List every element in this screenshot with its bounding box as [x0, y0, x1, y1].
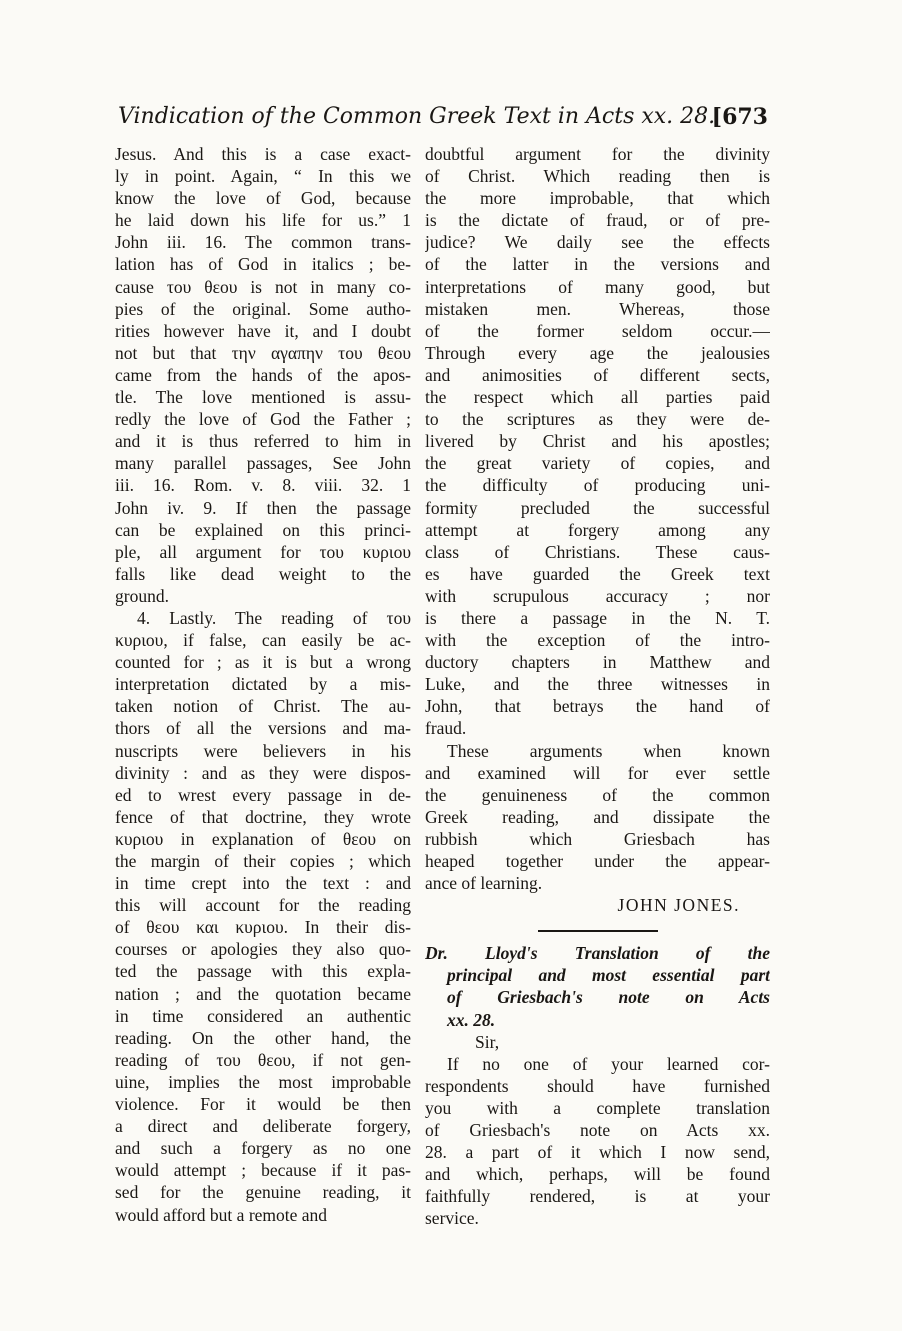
text-line: and it is thus referred to him in: [115, 431, 411, 452]
text-line: is there a passage in the N. T.: [425, 607, 770, 628]
text-line: faithfully rendered, is at your: [425, 1186, 770, 1207]
text-line: know the love of God, because: [115, 188, 411, 209]
text-line: came from the hands of the apos-: [115, 364, 411, 385]
text-line: formity precluded the successful: [425, 497, 770, 518]
text-line: would attempt ; because if it pas-: [115, 1160, 411, 1181]
text-line: fence of that doctrine, they wrote: [115, 806, 411, 827]
text-line: John iii. 16. The common trans-: [115, 232, 411, 253]
text-line: John, that betrays the hand of: [425, 696, 770, 717]
text-line: ted the passage with this expla-: [115, 961, 411, 982]
running-title: Vindication of the Common Greek Text in Acts xx. 28.: [118, 104, 716, 129]
text-line: sed for the genuine reading, it: [115, 1182, 411, 1203]
text-line: es have guarded the Greek text: [425, 563, 770, 584]
salutation: Sir,: [475, 1031, 500, 1052]
page-number: [673: [711, 104, 768, 130]
text-line: rubbish which Griesbach has: [425, 828, 770, 849]
text-line: with the exception of the intro-: [425, 630, 770, 651]
text-line: counted for ; as it is but a wrong: [115, 652, 411, 673]
text-line: the more improbable, that which: [425, 188, 770, 209]
text-line: in time considered an authentic: [115, 1005, 411, 1026]
left-column: [115, 143, 411, 1226]
text-line: iii. 16. Rom. v. 8. viii. 32. 1: [115, 475, 411, 496]
text-line: class of Christians. These caus-: [425, 541, 770, 562]
text-line: lation has of God in italics ; be-: [115, 254, 411, 275]
text-line: judice? We daily see the effects: [425, 232, 770, 253]
text-line: ed to wrest every passage in de-: [115, 784, 411, 805]
text-line: respondents should have furnished: [425, 1075, 770, 1096]
text-line: heaped together under the appear-: [425, 851, 770, 871]
text-line: Dr. Lloyd's Translation of the: [425, 943, 770, 964]
text-line: falls like dead weight to the: [115, 563, 411, 584]
text-line: many parallel passages, See John: [115, 453, 411, 474]
text-line: you with a complete translation: [425, 1097, 770, 1118]
text-line: fraud.: [425, 718, 467, 739]
right-column: [425, 143, 770, 1230]
text-line: the respect which all parties paid: [425, 387, 770, 408]
text-line: and which, perhaps, will be found: [425, 1164, 770, 1185]
text-line: is the dictate of fraud, or of pre-: [425, 210, 770, 231]
running-header: [118, 100, 768, 136]
text-line: These arguments when known: [447, 740, 770, 761]
text-line: κυριου, if false, can easily be ac-: [115, 630, 411, 651]
text-line: tle. The love mentioned is assu-: [115, 387, 411, 408]
text-line: violence. For it would be then: [115, 1094, 411, 1115]
text-line: he laid down his life for us.” 1: [115, 210, 411, 231]
text-line: with scrupulous accuracy ; nor: [425, 585, 770, 606]
text-line: of the former seldom occur.—: [425, 320, 770, 341]
text-line: reading. On the other hand, the: [115, 1027, 411, 1048]
text-line: 4. Lastly. The reading of του: [137, 607, 411, 628]
text-line: redly the love of God the Father ;: [115, 409, 411, 430]
text-line: of Christ. Which reading then is: [425, 166, 770, 187]
text-line: Luke, and the three witnesses in: [425, 674, 770, 695]
text-line: not but that την αγαπην του θεου: [115, 342, 411, 363]
text-line: the margin of their copies ; which: [115, 851, 411, 871]
text-line: this will account for the reading: [115, 895, 411, 916]
text-line: thors of all the versions and ma-: [115, 718, 411, 739]
text-line: the difficulty of producing uni-: [425, 475, 770, 496]
text-line: mistaken men. Whereas, those: [425, 298, 770, 319]
text-line: courses or apologies they also quo-: [115, 939, 411, 960]
text-line: divinity : and as they were dispos-: [115, 762, 411, 783]
text-line: uine, implies the most improbable: [115, 1071, 411, 1092]
text-line: the great variety of copies, and: [425, 453, 770, 474]
text-line: rities however have it, and I doubt: [115, 320, 411, 341]
text-line: κυριου in explanation of θεου on: [115, 828, 411, 849]
text-line: in time crept into the text : and: [115, 873, 411, 894]
paragraph-letter: [425, 1053, 770, 1230]
text-line: doubtful argument for the divinity: [425, 144, 770, 164]
text-line: of Griesbach's note on Acts xx.: [425, 1120, 770, 1141]
text-line: Greek reading, and dissipate the: [425, 806, 770, 827]
signature: JOHN JONES.: [617, 895, 740, 916]
text-line: If no one of your learned cor-: [447, 1053, 770, 1074]
text-line: interpretations of many good, but: [425, 276, 770, 297]
text-line: and such a forgery as no one: [115, 1138, 411, 1159]
text-line: attempt at forgery among any: [425, 519, 770, 540]
text-line: 28. a part of it which I now send,: [425, 1142, 770, 1163]
text-line: nation ; and the quotation became: [115, 983, 411, 1004]
text-line: xx. 28.: [447, 1009, 496, 1030]
text-line: pies of the original. Some autho-: [115, 298, 411, 319]
text-line: and animosities of different sects,: [425, 364, 770, 385]
text-line: interpretation dictated by a mis-: [115, 674, 411, 695]
text-line: can be explained on this princi-: [115, 519, 411, 540]
text-line: of Griesbach's note on Acts: [447, 987, 770, 1008]
text-line: principal and most essential part: [447, 965, 770, 986]
text-line: John iv. 9. If then the passage: [115, 497, 411, 518]
text-line: ly in point. Again, “ In this we: [115, 166, 411, 187]
text-line: a direct and deliberate forgery,: [115, 1116, 411, 1137]
text-line: would afford but a remote and: [115, 1204, 328, 1225]
text-line: of the latter in the versions and: [425, 254, 770, 275]
text-line: reading of του θεου, if not gen-: [115, 1049, 411, 1070]
section-divider: [538, 930, 658, 932]
text-line: Through every age the jealousies: [425, 342, 770, 363]
text-line: livered by Christ and his apostles;: [425, 431, 770, 452]
article-title: [425, 942, 770, 1030]
text-line: Jesus. And this is a case exact-: [115, 144, 411, 164]
text-line: ance of learning.: [425, 873, 543, 894]
paragraph-arguments: [425, 143, 770, 740]
text-line: ground.: [115, 585, 169, 606]
text-line: ple, all argument for του κυριου: [115, 541, 411, 562]
text-line: and examined will for ever settle: [425, 762, 770, 783]
text-line: service.: [425, 1208, 479, 1229]
text-line: the genuineness of the common: [425, 784, 770, 805]
text-line: ductory chapters in Matthew and: [425, 652, 770, 673]
text-line: taken notion of Christ. The au-: [115, 696, 411, 717]
text-line: nuscripts were believers in his: [115, 740, 411, 761]
text-line: cause του θεου is not in many co-: [115, 276, 411, 297]
paragraph-conclusion: [425, 740, 770, 895]
text-line: of θεου και κυριου. In their dis-: [115, 917, 411, 938]
text-line: to the scriptures as they were de-: [425, 409, 770, 430]
